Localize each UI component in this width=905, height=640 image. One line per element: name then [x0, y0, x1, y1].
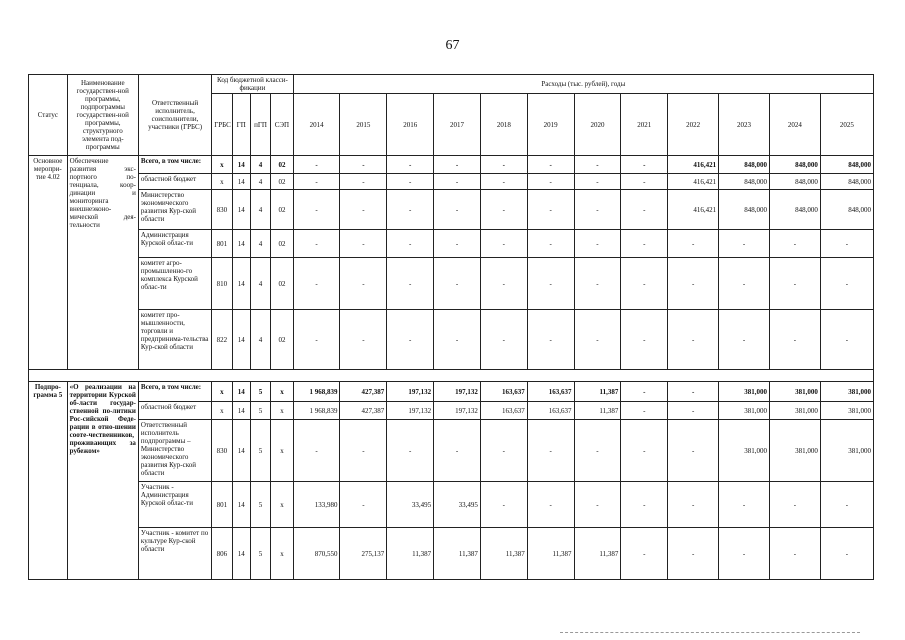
- status-cell: Основное меропри-тие 4.02: [29, 156, 68, 370]
- amount-cell: -: [820, 528, 873, 580]
- amount-cell: -: [293, 420, 340, 482]
- amount-cell: -: [527, 258, 574, 310]
- amount-cell: -: [668, 382, 719, 402]
- amount-cell: 197,132: [434, 382, 481, 402]
- amount-cell: -: [434, 156, 481, 174]
- gp-cell: 14: [232, 402, 250, 420]
- amount-cell: -: [293, 310, 340, 370]
- amount-cell: 197,132: [434, 402, 481, 420]
- amount-cell: -: [668, 420, 719, 482]
- table-row: [29, 528, 874, 580]
- amount-cell: -: [621, 310, 668, 370]
- header-year: 2021: [621, 94, 668, 156]
- amount-cell: 163,637: [527, 402, 574, 420]
- amount-cell: -: [820, 258, 873, 310]
- amount-cell: -: [293, 190, 340, 230]
- amount-cell: -: [668, 402, 719, 420]
- grbs-cell: 806: [212, 528, 232, 580]
- amount-cell: 1 968,839: [293, 402, 340, 420]
- amount-cell: 381,000: [820, 382, 873, 402]
- amount-cell: -: [621, 382, 668, 402]
- amount-cell: 275,137: [340, 528, 387, 580]
- pgp-cell: 5: [250, 528, 270, 580]
- amount-cell: 427,387: [340, 402, 387, 420]
- sep-cell: 02: [271, 174, 293, 190]
- amount-cell: -: [719, 230, 770, 258]
- amount-cell: -: [820, 482, 873, 528]
- amount-cell: 381,000: [719, 420, 770, 482]
- amount-cell: 11,387: [574, 402, 621, 420]
- amount-cell: -: [574, 258, 621, 310]
- grbs-cell: 830: [212, 190, 232, 230]
- amount-cell: -: [769, 310, 820, 370]
- amount-cell: 848,000: [769, 190, 820, 230]
- amount-cell: -: [527, 482, 574, 528]
- amount-cell: -: [480, 174, 527, 190]
- amount-cell: 381,000: [820, 402, 873, 420]
- header-year: 2024: [769, 94, 820, 156]
- amount-cell: 848,000: [820, 156, 873, 174]
- amount-cell: -: [621, 482, 668, 528]
- header-year: 2022: [668, 94, 719, 156]
- header-year: 2015: [340, 94, 387, 156]
- header-year: 2014: [293, 94, 340, 156]
- footer-rule: [560, 632, 860, 633]
- table-row: [29, 230, 874, 258]
- amount-cell: 381,000: [719, 382, 770, 402]
- amount-cell: -: [387, 258, 434, 310]
- amount-cell: -: [668, 230, 719, 258]
- amount-cell: 33,495: [434, 482, 481, 528]
- amount-cell: 11,387: [574, 528, 621, 580]
- header-year: 2018: [480, 94, 527, 156]
- amount-cell: -: [434, 174, 481, 190]
- amount-cell: -: [387, 156, 434, 174]
- pgp-cell: 4: [250, 190, 270, 230]
- header-year: 2016: [387, 94, 434, 156]
- gp-cell: 14: [232, 420, 250, 482]
- responsible-cell: Участник - комитет по культуре Кур-ской области: [138, 528, 211, 580]
- gp-cell: 14: [232, 482, 250, 528]
- amount-cell: 163,637: [480, 382, 527, 402]
- amount-cell: -: [434, 230, 481, 258]
- amount-cell: 11,387: [434, 528, 481, 580]
- header-status: Статус: [29, 75, 68, 156]
- amount-cell: 848,000: [769, 174, 820, 190]
- amount-cell: 381,000: [769, 402, 820, 420]
- sep-cell: 02: [271, 156, 293, 174]
- amount-cell: -: [527, 190, 574, 230]
- gp-cell: 14: [232, 310, 250, 370]
- amount-cell: -: [621, 258, 668, 310]
- pgp-cell: 4: [250, 174, 270, 190]
- header-grbs: ГРБС: [212, 94, 232, 156]
- grbs-cell: 810: [212, 258, 232, 310]
- table-header: [29, 75, 874, 156]
- amount-cell: 381,000: [820, 420, 873, 482]
- amount-cell: -: [480, 310, 527, 370]
- header-responsible: Ответственный исполнитель, соисполнители, участники (ГРБС): [138, 75, 211, 156]
- table-row: [29, 174, 874, 190]
- table-row: [29, 190, 874, 230]
- amount-cell: 197,132: [387, 382, 434, 402]
- amount-cell: -: [719, 482, 770, 528]
- amount-cell: -: [668, 310, 719, 370]
- gp-cell: 14: [232, 528, 250, 580]
- amount-cell: -: [480, 230, 527, 258]
- amount-cell: 416,421: [668, 156, 719, 174]
- status-cell: Подпро-грамма 5: [29, 382, 68, 580]
- grbs-cell: x: [212, 174, 232, 190]
- sep-cell: 02: [271, 190, 293, 230]
- amount-cell: 197,132: [387, 402, 434, 420]
- amount-cell: 11,387: [480, 528, 527, 580]
- amount-cell: -: [387, 174, 434, 190]
- gp-cell: 14: [232, 156, 250, 174]
- responsible-cell: областной бюджет: [138, 174, 211, 190]
- pgp-cell: 5: [250, 482, 270, 528]
- grbs-cell: 830: [212, 420, 232, 482]
- pgp-cell: 4: [250, 310, 270, 370]
- amount-cell: -: [387, 190, 434, 230]
- grbs-cell: 801: [212, 230, 232, 258]
- amount-cell: -: [293, 230, 340, 258]
- responsible-cell: Министерство экономического развития Кур-ской области: [138, 190, 211, 230]
- grbs-cell: x: [212, 382, 232, 402]
- pgp-cell: 4: [250, 258, 270, 310]
- amount-cell: -: [434, 258, 481, 310]
- grbs-cell: x: [212, 402, 232, 420]
- amount-cell: -: [719, 528, 770, 580]
- amount-cell: -: [340, 310, 387, 370]
- amount-cell: -: [621, 230, 668, 258]
- table-row: [29, 258, 874, 310]
- gp-cell: 14: [232, 190, 250, 230]
- amount-cell: -: [387, 310, 434, 370]
- budget-table: [28, 74, 874, 580]
- amount-cell: 870,550: [293, 528, 340, 580]
- amount-cell: -: [621, 528, 668, 580]
- amount-cell: -: [621, 190, 668, 230]
- block-separator: [29, 370, 874, 382]
- sep-cell: x: [271, 382, 293, 402]
- amount-cell: -: [668, 258, 719, 310]
- pgp-cell: 5: [250, 402, 270, 420]
- amount-cell: 33,495: [387, 482, 434, 528]
- amount-cell: 416,421: [668, 174, 719, 190]
- page-number: 67: [445, 38, 460, 53]
- amount-cell: 848,000: [820, 190, 873, 230]
- amount-cell: -: [340, 482, 387, 528]
- pgp-cell: 4: [250, 156, 270, 174]
- amount-cell: -: [434, 190, 481, 230]
- amount-cell: -: [769, 230, 820, 258]
- amount-cell: -: [387, 230, 434, 258]
- header-year: 2025: [820, 94, 873, 156]
- amount-cell: -: [621, 420, 668, 482]
- header-expenses: Расходы (тыс. рублей), годы: [293, 75, 873, 94]
- amount-cell: -: [574, 482, 621, 528]
- amount-cell: -: [340, 420, 387, 482]
- amount-cell: -: [621, 156, 668, 174]
- header-sep: СЭП: [271, 94, 293, 156]
- amount-cell: 848,000: [719, 190, 770, 230]
- amount-cell: -: [480, 482, 527, 528]
- amount-cell: -: [820, 310, 873, 370]
- amount-cell: -: [574, 156, 621, 174]
- table-row: [29, 156, 874, 174]
- amount-cell: 848,000: [719, 156, 770, 174]
- gp-cell: 14: [232, 230, 250, 258]
- amount-cell: -: [769, 258, 820, 310]
- table-body: [29, 156, 874, 580]
- pgp-cell: 5: [250, 382, 270, 402]
- amount-cell: -: [480, 420, 527, 482]
- responsible-cell: комитет про-мышленности, торговли и предпринима-тельства Кур-ской области: [138, 310, 211, 370]
- amount-cell: 11,387: [574, 382, 621, 402]
- amount-cell: 848,000: [719, 174, 770, 190]
- amount-cell: -: [719, 258, 770, 310]
- header-year: 2020: [574, 94, 621, 156]
- amount-cell: -: [769, 482, 820, 528]
- table-row: [29, 310, 874, 370]
- amount-cell: -: [340, 230, 387, 258]
- amount-cell: -: [621, 174, 668, 190]
- amount-cell: -: [527, 310, 574, 370]
- header-gp: ГП: [232, 94, 250, 156]
- amount-cell: 381,000: [769, 382, 820, 402]
- amount-cell: -: [340, 258, 387, 310]
- amount-cell: -: [820, 230, 873, 258]
- responsible-cell: областной бюджет: [138, 402, 211, 420]
- gp-cell: 14: [232, 174, 250, 190]
- amount-cell: -: [293, 156, 340, 174]
- sep-cell: x: [271, 402, 293, 420]
- amount-cell: 416,421: [668, 190, 719, 230]
- gp-cell: 14: [232, 258, 250, 310]
- amount-cell: -: [340, 156, 387, 174]
- amount-cell: -: [293, 258, 340, 310]
- amount-cell: 133,980: [293, 482, 340, 528]
- amount-cell: 11,387: [387, 528, 434, 580]
- header-budget-code: Код бюджетной класси-фикации: [212, 75, 293, 94]
- amount-cell: -: [574, 230, 621, 258]
- amount-cell: -: [527, 230, 574, 258]
- amount-cell: 163,637: [480, 402, 527, 420]
- amount-cell: -: [434, 310, 481, 370]
- pgp-cell: 4: [250, 230, 270, 258]
- amount-cell: -: [480, 190, 527, 230]
- table-row: [29, 420, 874, 482]
- amount-cell: -: [527, 156, 574, 174]
- amount-cell: 11,387: [527, 528, 574, 580]
- amount-cell: -: [621, 402, 668, 420]
- amount-cell: -: [434, 420, 481, 482]
- sep-cell: 02: [271, 258, 293, 310]
- responsible-cell: комитет агро-промышленно-го комплекса Курской облас-ти: [138, 258, 211, 310]
- amount-cell: -: [480, 156, 527, 174]
- amount-cell: -: [527, 420, 574, 482]
- table-row: [29, 482, 874, 528]
- pgp-cell: 5: [250, 420, 270, 482]
- name-cell: «О реализации на территории Курской об-ласти государ-ственной по-литики Рос-сийской Феде-рации в отно-шении сооте-чественников, проживающих за рубежом»: [67, 382, 138, 580]
- name-cell: Обеспечение развития экс-портного по-тенциала, коор-динации и мониторинга внешнеэконо-мической дея-тельности: [67, 156, 138, 370]
- separator-cell: [29, 370, 874, 382]
- amount-cell: 1 968,839: [293, 382, 340, 402]
- amount-cell: -: [340, 190, 387, 230]
- amount-cell: -: [668, 528, 719, 580]
- header-name: Наименование государствен-ной программы, подпрограммы государствен-ной программы, структурного элемента под-программы: [67, 75, 138, 156]
- amount-cell: 848,000: [820, 174, 873, 190]
- amount-cell: -: [668, 482, 719, 528]
- amount-cell: 848,000: [769, 156, 820, 174]
- header-year: 2017: [434, 94, 481, 156]
- amount-cell: -: [719, 310, 770, 370]
- responsible-cell: Участник - Администрация Курской облас-ти: [138, 482, 211, 528]
- amount-cell: -: [574, 420, 621, 482]
- sep-cell: x: [271, 528, 293, 580]
- amount-cell: 427,387: [340, 382, 387, 402]
- amount-cell: -: [769, 528, 820, 580]
- amount-cell: 381,000: [769, 420, 820, 482]
- amount-cell: -: [574, 174, 621, 190]
- amount-cell: -: [574, 310, 621, 370]
- header-pgp: пГП: [250, 94, 270, 156]
- amount-cell: -: [340, 174, 387, 190]
- table-row: [29, 402, 874, 420]
- sep-cell: 02: [271, 310, 293, 370]
- header-year: 2019: [527, 94, 574, 156]
- table-row: [29, 382, 874, 402]
- sep-cell: x: [271, 420, 293, 482]
- sep-cell: 02: [271, 230, 293, 258]
- amount-cell: 163,637: [527, 382, 574, 402]
- gp-cell: 14: [232, 382, 250, 402]
- amount-cell: 381,000: [719, 402, 770, 420]
- responsible-cell: Администрация Курской облас-ти: [138, 230, 211, 258]
- amount-cell: -: [293, 174, 340, 190]
- responsible-cell: Ответственный исполнитель подпрограммы – Министерство экономического развития Кур-ской области: [138, 420, 211, 482]
- amount-cell: -: [480, 258, 527, 310]
- grbs-cell: 801: [212, 482, 232, 528]
- responsible-cell: Всего, в том числе:: [138, 156, 211, 174]
- grbs-cell: 822: [212, 310, 232, 370]
- header-year: 2023: [719, 94, 770, 156]
- sep-cell: x: [271, 482, 293, 528]
- amount-cell: -: [387, 420, 434, 482]
- grbs-cell: x: [212, 156, 232, 174]
- amount-cell: -: [527, 174, 574, 190]
- amount-cell: -: [574, 190, 621, 230]
- responsible-cell: Всего, в том числе:: [138, 382, 211, 402]
